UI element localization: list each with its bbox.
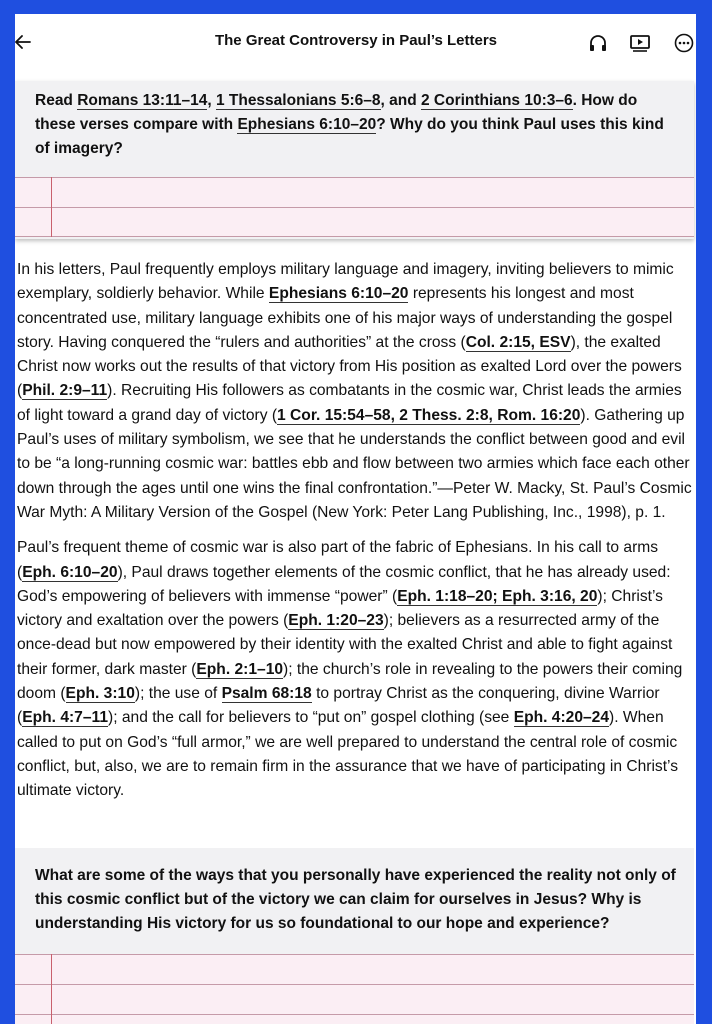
- more-button[interactable]: [671, 30, 696, 56]
- note-rule: [15, 177, 694, 178]
- text-segment: ); the use of: [134, 685, 222, 703]
- text-segment: Paul’s frequent theme of cosmic war is also part of the fabric of Ephesians. In his call to arms (: [17, 539, 659, 581]
- scripture-link[interactable]: Eph. 6:10–20: [22, 563, 118, 581]
- text-segment: ). Gathering up Paul’s uses of military symbolism, we see that he understands the conflict between good and evil to be “a long-running cosmic war: battles ebb and flow between two armies which face each other down through the ages until one wins the final confrontation.”—Peter W. Macky, St. Paul’s Cosmic War Myth: A Military Version of the Gospel (New York: Peter Lang Publishing, Inc., 1998), p. 1.: [17, 406, 692, 521]
- note-rule: [15, 984, 694, 985]
- more-icon: [674, 33, 694, 53]
- video-button[interactable]: [627, 30, 653, 56]
- scripture-link[interactable]: 1 Cor. 15:54–58, 2 Thess. 2:8, Rom. 16:20: [277, 406, 581, 424]
- text-segment: to portray Christ as the conquering, divine Warrior (: [17, 685, 660, 727]
- app-window: [15, 14, 696, 1024]
- note-margin-line: [51, 177, 52, 237]
- note-rule: [15, 1014, 694, 1015]
- back-button[interactable]: [15, 30, 35, 54]
- lesson-body: [17, 258, 692, 815]
- back-arrow-icon: [15, 33, 32, 51]
- notes-area-1[interactable]: [15, 177, 694, 237]
- text-segment: represents his longest and most concentrated use, military language exhibits one of his major ways of understanding the gospel story. Having conquered the “rulers and authorities” at the cross (: [17, 285, 673, 351]
- question-text-segment: . How do these verses compare with: [35, 92, 638, 133]
- scripture-link[interactable]: 2 Corinthians 10:3–6: [421, 92, 573, 109]
- note-margin-line: [51, 954, 52, 1024]
- headphones-icon: [588, 33, 608, 53]
- paragraph-2: [17, 536, 692, 803]
- audio-button[interactable]: [585, 30, 611, 56]
- text-segment: ), the exalted Christ now works out the results of that victory from His position as exalted Lord over the powers (: [17, 333, 682, 400]
- scripture-link[interactable]: Eph. 1:18–20; Eph. 3:16, 20: [397, 587, 598, 605]
- text-segment: ); believers as a resurrected army of the once-dead but now empowered by their identity with the exalted Christ and able to fight against their former, dark master (: [17, 612, 673, 678]
- scripture-link[interactable]: Psalm 68:18: [221, 685, 312, 703]
- scripture-link[interactable]: Col. 2:15, ESV: [465, 333, 571, 351]
- text-segment: ), Paul draws together elements of the cosmic conflict, that he has already used: God’s empowering of believers with immense “power” (: [17, 563, 671, 605]
- question-text-segment: Read: [35, 92, 78, 109]
- note-rule: [15, 207, 694, 208]
- scripture-link[interactable]: Ephesians 6:10–20: [268, 285, 409, 303]
- question-1-text: [35, 89, 676, 161]
- top-bar: [15, 14, 696, 70]
- notes-area-2[interactable]: [15, 954, 694, 1024]
- scripture-link[interactable]: Eph. 4:20–24: [513, 709, 610, 727]
- question-card-2: [15, 848, 694, 1024]
- scripture-link[interactable]: Eph. 3:10: [65, 685, 135, 703]
- paragraph-1: [17, 258, 692, 525]
- scripture-link[interactable]: Eph. 1:20–23: [288, 612, 384, 630]
- question-text-segment: , and: [380, 92, 421, 109]
- play-icon: [629, 33, 651, 53]
- note-rule: [15, 236, 694, 237]
- page-title: The Great Controversy in Paul’s Letters: [214, 32, 498, 49]
- question-text-segment: ,: [207, 92, 216, 109]
- question-2-text: What are some of the ways that you personally have experienced the reality not only of this cosmic conflict but of the victory we can claim for ourselves in Jesus? Why is understanding His victory for us so foundational to our hope and experience?: [35, 867, 676, 932]
- question-card-1: [15, 81, 694, 239]
- text-segment: ); Christ’s victory and exaltation over the powers (: [17, 587, 663, 630]
- text-segment: ). Recruiting His followers as combatants in the cosmic war, Christ leads the armies of light toward a grand day of victory (: [17, 382, 682, 424]
- scripture-link[interactable]: Eph. 2:1–10: [196, 660, 284, 678]
- question-text-segment: ? Why do you think Paul uses this kind of imagery?: [35, 116, 664, 157]
- text-segment: ). When called to put on God’s “full armor,” we are well prepared to understand the central role of cosmic conflict, but, also, we are to remain firm in the assurance that we have of participating in Christ’s ultimate victory.: [17, 709, 679, 800]
- text-segment: In his letters, Paul frequently employs military language and imagery, inviting believers to mimic exemplary, soldierly behavior. While: [17, 261, 674, 303]
- scripture-link[interactable]: Phil. 2:9–11: [22, 382, 108, 400]
- scripture-link[interactable]: Eph. 4:7–11: [22, 709, 109, 727]
- text-segment: ); and the call for believers to “put on” gospel clothing (see: [108, 709, 514, 727]
- scripture-link[interactable]: Romans 13:11–14: [77, 92, 208, 109]
- scripture-link[interactable]: 1 Thessalonians 5:6–8: [215, 92, 381, 109]
- note-rule: [15, 954, 694, 955]
- text-segment: ); the church’s role in revealing to the powers their coming doom (: [17, 660, 683, 703]
- scripture-link[interactable]: Ephesians 6:10–20: [237, 116, 377, 133]
